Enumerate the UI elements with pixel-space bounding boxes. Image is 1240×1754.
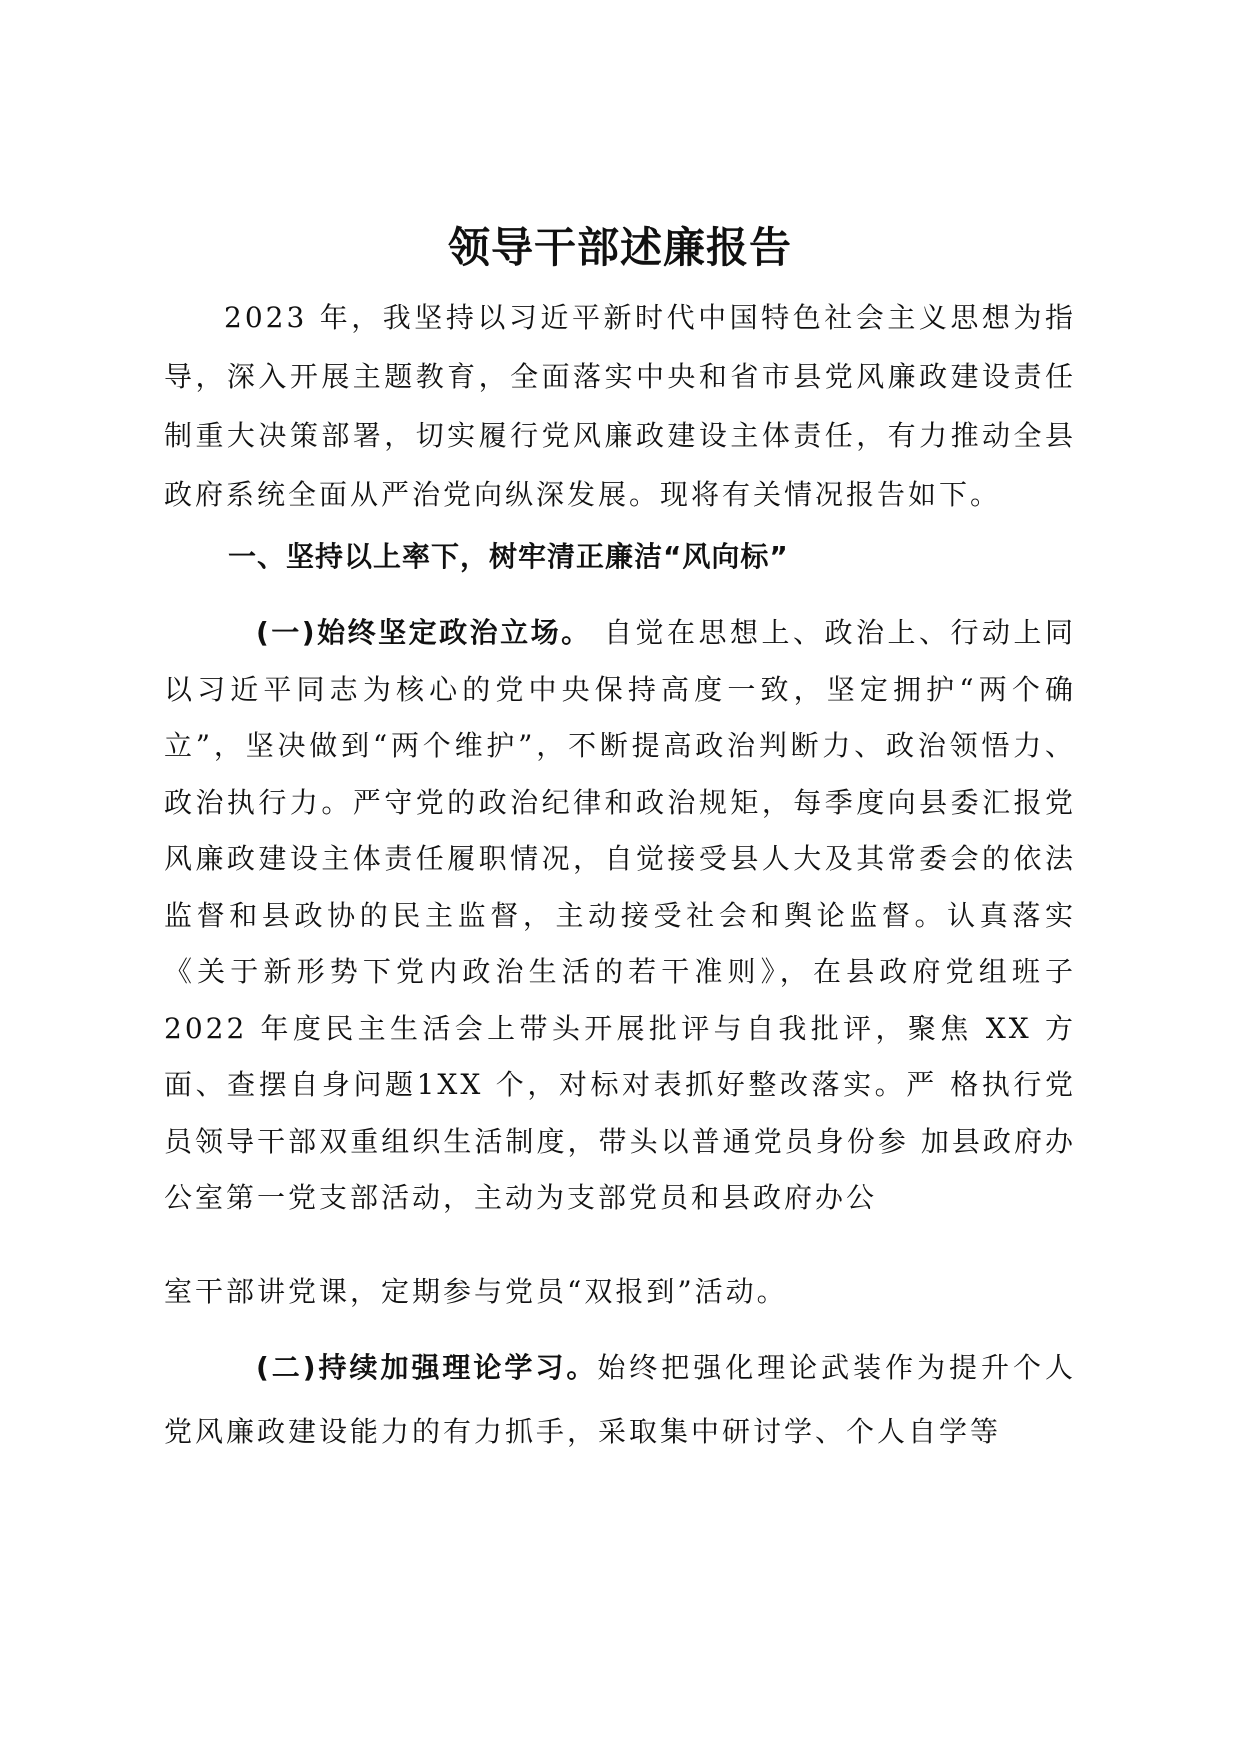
section-1-text: 自觉在思想上、政治上、行动上同以习近平同志为核心的党中央保持高度一致，坚定拥护“两个确立”，坚决做到“两个维护”，不断提高政治判断力、政治领悟力、政治执行力。严守党的政治纪律和政治规矩，每季度向县委汇报党风廉政建设主体责任履职情况，自觉接受县人大及其常委会的依法监督和县政协的民主监督，主动接受社会和舆论监督。认真落实《关于新形势下党内政治生活的若干准则》，在县政府党组班子2022 年度民主生活会上带头开展批评与自我批评，聚焦 XX 方面、查摆自身问题1XX 个，对标对表抓好整改落实。严 格执行党员领导干部双重组织生活制度，带头以普通党员身份参 加县政府办公室第一党支部活动，主动为支部党员和县政府办公	[164, 616, 1076, 1214]
intro-text: 2023 年，我坚持以习近平新时代中国特色社会主义思想为指导，深入开展主题教育，全面落实中央和省市县党风廉政建设责任制重大决策部署，切实履行党风廉政建设主体责任，有力推动全县政府系统全面从严治党向纵深发展。现将有关情况报告如下。	[164, 301, 1076, 511]
section-1-label: (一)始终坚定政治立场。	[256, 616, 592, 649]
section-2-label: (二)持续加强理论学习。	[256, 1351, 598, 1384]
section-1-paragraph	[164, 605, 1076, 1227]
section-2-text: 始终把强化理论武装作为提升个人党风廉政建设能力的有力抓手，采取集中研讨学、个人自学等	[164, 1351, 1076, 1448]
intro-paragraph	[164, 288, 1076, 524]
section-1-tail: 室干部讲党课，定期参与党员“双报到”活动。	[164, 1275, 788, 1308]
document-title: 领导干部述廉报告	[447, 223, 792, 272]
section-2-paragraph	[164, 1336, 1076, 1464]
section-heading-1: 一、坚持以上率下，树牢清正廉洁“风向标”	[228, 540, 789, 573]
